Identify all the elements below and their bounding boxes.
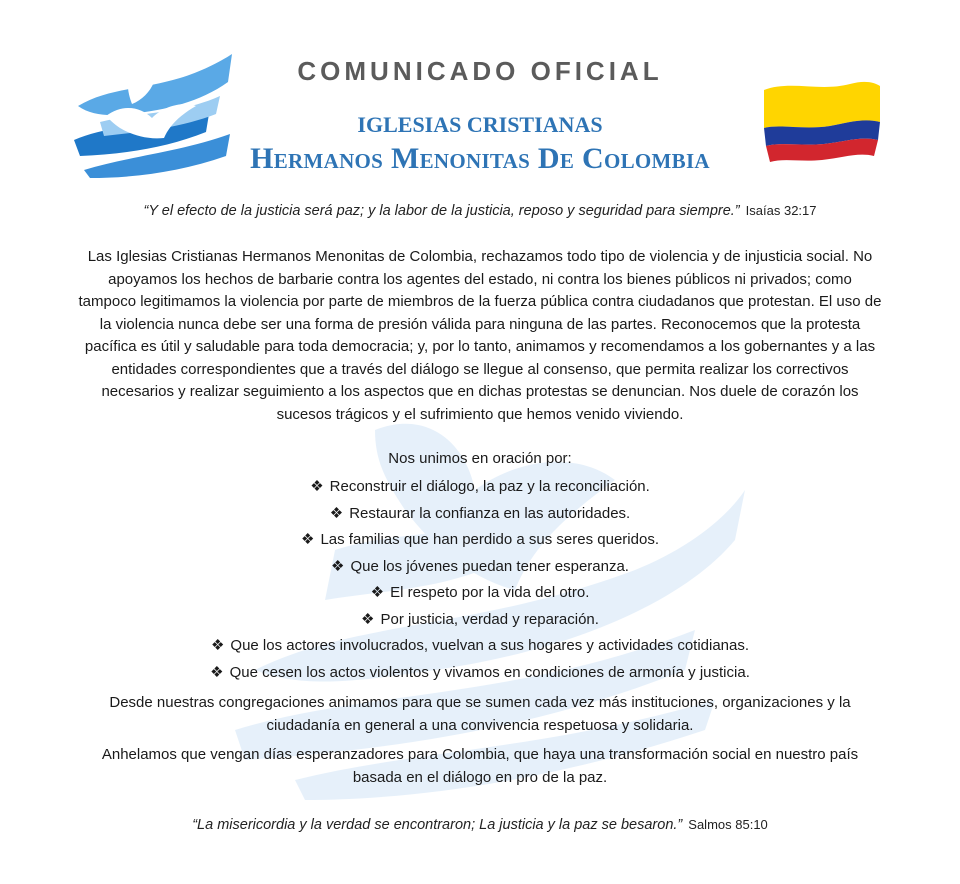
list-item-text: Restaurar la confianza en las autoridades. [349,504,631,522]
organization-subtitle: IGLESIAS CRISTIANAS [357,112,603,137]
bullet-icon: ❖ [329,504,344,522]
organization-name: Hermanos Menonitas De Colombia [250,142,710,175]
bullet-icon: ❖ [210,637,225,654]
page-title: COMUNICADO OFICIAL [297,56,663,86]
list-item [0,527,960,554]
list-item [0,501,960,528]
bullet-icon: ❖ [361,610,375,628]
closing-quote-text: “La misericordia y la verdad se encontraron; La justicia y la paz se besaron.” [192,817,683,833]
prayer-intro: Nos unimos en oración por: [388,450,572,467]
closing-quote-reference: Salmos 85:10 [688,817,768,832]
list-item [0,607,960,634]
list-item [0,474,960,501]
bullet-icon: ❖ [210,663,224,681]
statement-paragraph: Las Iglesias Cristianas Hermanos Menonitas de Colombia, rechazamos todo tipo de violencia y de injusticia social. No apoyamos los hechos de barbarie contra los agentes del estado, ni contra los bienes públicos ni privados; como tampoco legitimamos la violencia por parte de miembros de la fuerza pública contra ciudadanos que protestan. El uso de la violencia nunca debe ser una forma de presión válida para ninguna de las partes. Reconocemos que la protesta pacífica es útil y saludable para toda democracia; y, por lo tanto, animamos y recomendamos a los gobernantes y a las entidades correspondientes que a través del diálogo se llegue al consenso, que permita realizar los correctivos necesarios y realizar seguimiento a los aspectos que en dichas protestas se denuncian. Nos duele de corazón los sucesos trágicos y el sufrimiento que hemos venido viviendo. [78,248,882,423]
congregations-paragraph: Desde nuestras congregaciones animamos para que se sumen cada vez más instituciones, organizaciones y la ciudadanía en general a una convivencia respetuosa y solidaria. [109,694,851,734]
list-item-text: Que los actores involucrados, vuelvan a sus hogares y actividades cotidianas. [230,637,750,654]
bullet-icon: ❖ [301,531,315,548]
bullet-icon: ❖ [331,557,345,575]
opening-quote [0,203,960,219]
list-item [0,580,960,607]
bullet-icon: ❖ [370,584,385,601]
bullet-icon: ❖ [310,478,324,495]
opening-quote-reference: Isaías 32:17 [745,203,817,218]
list-item [0,660,960,687]
hope-paragraph: Anhelamos que vengan días esperanzadores para Colombia, que haya una transformación social en nuestro país basada en el diálogo en pro de la paz. [101,746,859,786]
list-item-text: Reconstruir el diálogo, la paz y la reconciliación. [329,478,650,495]
list-item-text: Por justicia, verdad y reparación. [380,610,599,628]
list-item [0,554,960,581]
list-item-text: Las familias que han perdido a sus seres queridos. [320,531,659,548]
list-item-text: El respeto por la vida del otro. [390,584,590,601]
list-item [0,633,960,660]
list-item-text: Que cesen los actos violentos y vivamos en condiciones de armonía y justicia. [229,663,750,681]
opening-quote-text: “Y el efecto de la justicia será paz; y la labor de la justicia, reposo y seguridad para siempre.” [143,203,740,219]
list-item-text: Que los jóvenes puedan tener esperanza. [350,557,629,575]
prayer-list [0,474,960,686]
closing-quote [0,817,960,833]
